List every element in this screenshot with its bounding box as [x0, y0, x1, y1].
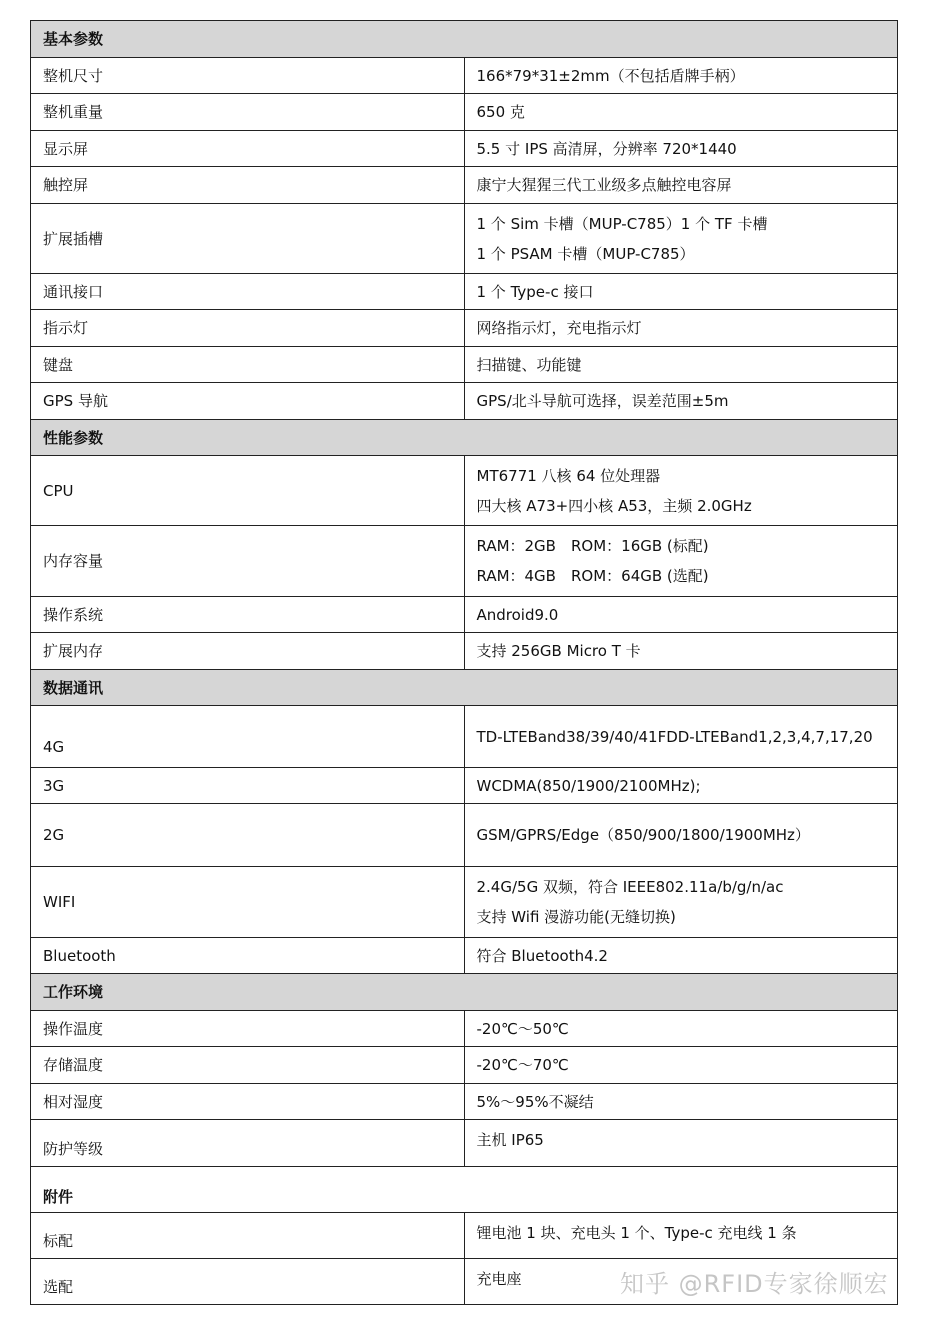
table-row — [31, 1120, 898, 1167]
row-label: 扩展插槽 — [31, 204, 465, 274]
section-title: 数据通讯 — [31, 670, 898, 706]
row-value: 主机 IP65 — [464, 1120, 898, 1167]
row-value: 1 个 Type-c 接口 — [464, 274, 898, 310]
row-value: -20℃～50℃ — [464, 1011, 898, 1047]
row-label: 相对湿度 — [31, 1084, 465, 1120]
row-label: 整机重量 — [31, 94, 465, 131]
table-row — [31, 597, 898, 633]
table-row — [31, 706, 898, 768]
table-row — [31, 768, 898, 804]
row-label: 整机尺寸 — [31, 58, 465, 94]
row-value: 5.5 寸 IPS 高清屏，分辨率 720*1440 — [464, 131, 898, 167]
section-title: 工作环境 — [31, 974, 898, 1011]
row-value: TD-LTEBand38/39/40/41FDD-LTEBand1,2,3,4,7,17,20 — [464, 706, 898, 768]
row-value: -20℃～70℃ — [464, 1047, 898, 1084]
row-value: Android9.0 — [464, 597, 898, 633]
section-title: 基本参数 — [31, 21, 898, 58]
table-row — [31, 131, 898, 167]
row-value: 充电座 — [464, 1259, 898, 1305]
section-title: 附件 — [31, 1167, 898, 1213]
row-label: 3G — [31, 768, 465, 804]
row-value: GSM/GPRS/Edge（850/900/1800/1900MHz） — [464, 804, 898, 867]
row-value: 符合 Bluetooth4.2 — [464, 938, 898, 974]
section-header-accessories — [31, 1167, 898, 1213]
table-row — [31, 1084, 898, 1120]
table-row — [31, 1011, 898, 1047]
table-row — [31, 310, 898, 347]
row-label: 4G — [31, 706, 465, 768]
section-header-env — [31, 974, 898, 1011]
table-row — [31, 456, 898, 526]
row-label: 防护等级 — [31, 1120, 465, 1167]
table-row — [31, 58, 898, 94]
value-line: 2.4G/5G 双频，符合 IEEE802.11a/b/g/n/ac — [476, 878, 784, 896]
table-row — [31, 347, 898, 383]
table-row — [31, 1047, 898, 1084]
table-row — [31, 274, 898, 310]
section-header-performance — [31, 420, 898, 456]
row-value: 康宁大猩猩三代工业级多点触控电容屏 — [464, 167, 898, 204]
row-label: 操作温度 — [31, 1011, 465, 1047]
row-label: CPU — [31, 456, 465, 526]
row-value: 锂电池 1 块、充电头 1 个、Type-c 充电线 1 条 — [464, 1213, 898, 1259]
table-row — [31, 167, 898, 204]
row-label: 内存容量 — [31, 526, 465, 597]
row-label: 扩展内存 — [31, 633, 465, 670]
table-row — [31, 1213, 898, 1259]
table-row — [31, 867, 898, 938]
row-label: 选配 — [31, 1259, 465, 1305]
value-line: 1 个 PSAM 卡槽（MUP-C785） — [476, 244, 695, 263]
row-value — [464, 204, 898, 274]
row-value: 166*79*31±2mm（不包括盾牌手柄） — [464, 58, 898, 94]
value-line: RAM：4GB ROM：64GB (选配) — [476, 567, 709, 585]
value-line: 支持 Wifi 漫游功能(无缝切换) — [476, 908, 676, 926]
row-value: 5%～95%不凝结 — [464, 1084, 898, 1120]
row-value — [464, 867, 898, 938]
row-value: 650 克 — [464, 94, 898, 131]
table-row — [31, 383, 898, 420]
table-row — [31, 804, 898, 867]
row-value: GPS/北斗导航可选择，误差范围±5m — [464, 383, 898, 420]
row-value: 网络指示灯，充电指示灯 — [464, 310, 898, 347]
row-label: 操作系统 — [31, 597, 465, 633]
table-row — [31, 938, 898, 974]
row-label: 存储温度 — [31, 1047, 465, 1084]
row-value: 支持 256GB Micro T 卡 — [464, 633, 898, 670]
section-title: 性能参数 — [31, 420, 898, 456]
row-label: 指示灯 — [31, 310, 465, 347]
row-value: 扫描键、功能键 — [464, 347, 898, 383]
table-row — [31, 526, 898, 597]
table-row — [31, 204, 898, 274]
value-line: RAM：2GB ROM：16GB (标配) — [476, 537, 709, 555]
table-row — [31, 94, 898, 131]
row-label: 显示屏 — [31, 131, 465, 167]
watermark: 知乎 @RFID专家徐顺宏 — [620, 1270, 889, 1298]
value-line: 四大核 A73+四小核 A53，主频 2.0GHz — [476, 496, 752, 515]
value-line: 1 个 Sim 卡槽（MUP-C785）1 个 TF 卡槽 — [476, 214, 768, 233]
section-header-basic — [31, 21, 898, 58]
row-label: 标配 — [31, 1213, 465, 1259]
section-header-comm — [31, 670, 898, 706]
row-label: 触控屏 — [31, 167, 465, 204]
row-label: 键盘 — [31, 347, 465, 383]
row-value: WCDMA(850/1900/2100MHz); — [464, 768, 898, 804]
row-label: WIFI — [31, 867, 465, 938]
row-label: GPS 导航 — [31, 383, 465, 420]
row-label: 2G — [31, 804, 465, 867]
table-row — [31, 633, 898, 670]
row-label: Bluetooth — [31, 938, 465, 974]
row-value — [464, 456, 898, 526]
value-line: MT6771 八核 64 位处理器 — [476, 466, 661, 485]
spec-table — [30, 20, 898, 1305]
row-label: 通讯接口 — [31, 274, 465, 310]
row-value — [464, 526, 898, 597]
